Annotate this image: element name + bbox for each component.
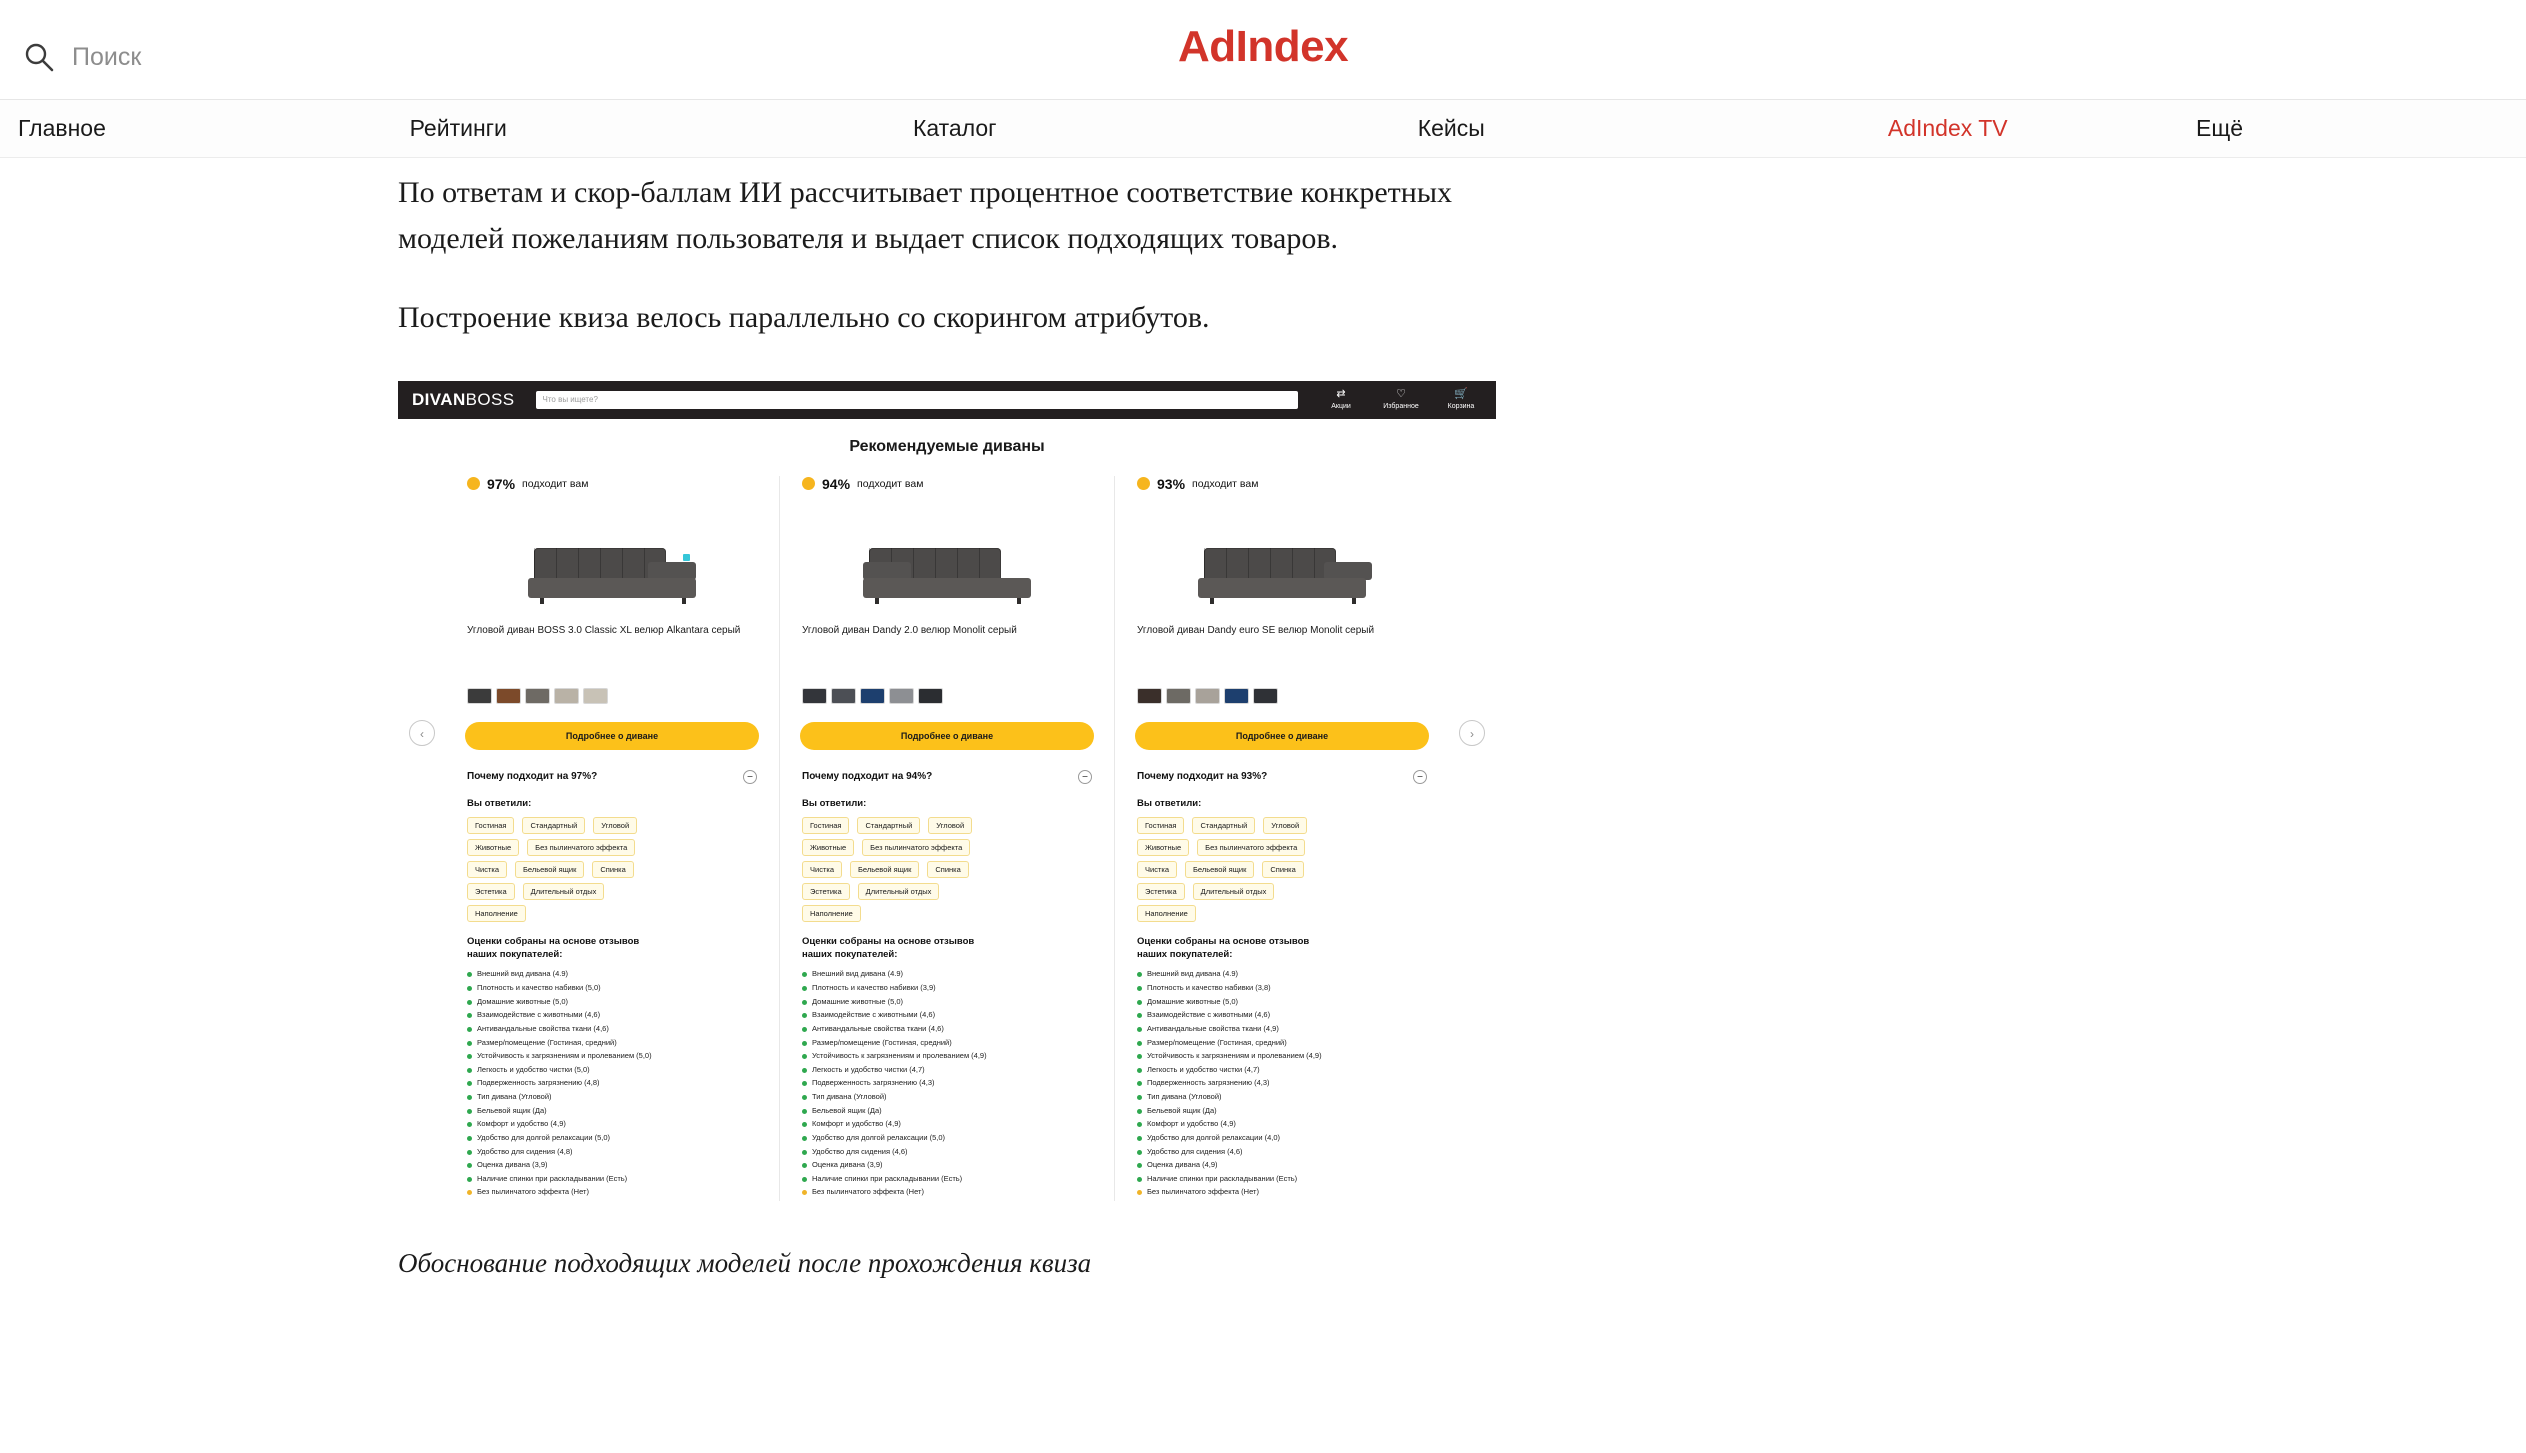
rating-item: [1137, 1051, 1435, 1061]
answer-chip: Длительный отдых: [1193, 883, 1275, 900]
rating-item: [467, 1024, 765, 1034]
answer-chip: Гостиная: [1137, 817, 1184, 834]
rating-text: Устойчивость к загрязнениям и пролеванием (5,0): [477, 1051, 652, 1061]
rating-item: [1137, 1133, 1435, 1143]
rating-dot-icon: [802, 1013, 807, 1018]
rating-text: Размер/помещение (Гостиная, средний): [477, 1037, 617, 1047]
rating-text: Размер/помещение (Гостиная, средний): [1147, 1037, 1287, 1047]
answer-chip: Спинка: [1262, 861, 1303, 878]
rating-item: [1137, 983, 1435, 993]
rating-dot-icon: [802, 1190, 807, 1195]
rating-item: [802, 1038, 1100, 1048]
rating-item: [1137, 969, 1435, 979]
rating-text: Внешний вид дивана (4.9): [477, 969, 569, 979]
rating-dot-icon: [802, 1081, 807, 1086]
rating-text: Удобство для сидения (4,6): [1147, 1146, 1243, 1156]
rating-text: Подверженность загрязнению (4,3): [1147, 1078, 1270, 1088]
rating-text: Наличие спинки при раскладывании (Есть): [1147, 1173, 1298, 1183]
rating-dot-icon: [1137, 972, 1142, 977]
product-details-button[interactable]: Подробнее о диване: [465, 722, 759, 750]
answer-chip: Длительный отдых: [858, 883, 940, 900]
rating-dot-icon: [467, 1095, 472, 1100]
rating-item: [802, 1174, 1100, 1184]
rating-dot-icon: [802, 1000, 807, 1005]
why-match-label: Почему подходит на 93%?: [1137, 771, 1268, 783]
rating-text: Взаимодействие с животными (4,6): [1147, 1010, 1271, 1020]
rating-dot-icon: [1137, 1054, 1142, 1059]
rating-text: Легкость и удобство чистки (4,7): [812, 1064, 925, 1074]
rating-item: [802, 1092, 1100, 1102]
match-label: подходит вам: [857, 477, 924, 490]
rating-item: [802, 1187, 1100, 1197]
rating-dot-icon: [802, 1027, 807, 1032]
product-image[interactable]: [459, 518, 765, 610]
rating-item: [467, 1147, 765, 1157]
rating-dot-icon: [467, 1000, 472, 1005]
rating-item: [1137, 1078, 1435, 1088]
color-swatch[interactable]: [802, 688, 827, 704]
rating-item: [1137, 1038, 1435, 1048]
rating-dot-icon: [802, 972, 807, 977]
rating-item: [1137, 1119, 1435, 1129]
answer-chip: Эстетика: [467, 883, 515, 900]
color-swatch[interactable]: [860, 688, 885, 704]
rating-dot-icon: [1137, 1041, 1142, 1046]
answer-chip: Эстетика: [1137, 883, 1185, 900]
rating-text: Домашние животные (5,0): [812, 996, 904, 1006]
rating-text: Без пылинчатого эффекта (Нет): [477, 1187, 589, 1197]
carousel-prev-button[interactable]: ‹: [409, 720, 435, 746]
rating-text: Антивандальные свойства ткани (4,9): [1147, 1023, 1279, 1033]
rating-item: [802, 997, 1100, 1007]
match-badge: [794, 476, 1100, 492]
rating-item: [802, 969, 1100, 979]
product-card[interactable]: [445, 476, 779, 1201]
rating-text: Комфорт и удобство (4,9): [812, 1119, 901, 1129]
match-percent: 97%: [487, 475, 516, 492]
answer-chip: Без пылинчатого эффекта: [527, 839, 635, 856]
product-card-list: [399, 476, 1495, 1201]
rating-item: [467, 1051, 765, 1061]
cart-glyph: 🛒: [1454, 388, 1468, 401]
color-swatches: [802, 688, 1100, 704]
rating-dot-icon: [1137, 1150, 1142, 1155]
rating-text: Бельевой ящик (Да): [477, 1105, 547, 1115]
rating-text: Внешний вид дивана (4.9): [812, 969, 904, 979]
sofa-legs: [538, 598, 688, 604]
match-percent: 94%: [822, 475, 851, 492]
answer-chip-list: [1129, 817, 1317, 922]
search-icon[interactable]: [22, 40, 56, 74]
sofa-tag-icon: [683, 554, 690, 561]
color-swatch[interactable]: [1137, 688, 1162, 704]
color-swatch[interactable]: [889, 688, 914, 704]
answer-chip: Стандартный: [857, 817, 920, 834]
rating-dot-icon: [1137, 986, 1142, 991]
favorites-label: Избранное: [1383, 402, 1419, 410]
rating-dot-icon: [1137, 1109, 1142, 1114]
rating-dot-icon: [467, 1109, 472, 1114]
site-logo[interactable]: AdIndex: [1177, 22, 1349, 71]
rating-text: Антивандальные свойства ткани (4,6): [812, 1023, 944, 1033]
answer-chip: Стандартный: [522, 817, 585, 834]
sofa-illustration: [863, 548, 1031, 610]
ratings-list: [1129, 969, 1435, 1197]
answer-chip: Животные: [467, 839, 519, 856]
answer-chip: Бельевой ящик: [515, 861, 584, 878]
rating-dot-icon: [1137, 1163, 1142, 1168]
rating-dot-icon: [1137, 1027, 1142, 1032]
answer-chip: Наполнение: [1137, 905, 1196, 922]
answers-label: Вы ответили:: [1137, 797, 1202, 809]
nav-item-glavnoe[interactable]: Главное: [18, 115, 106, 141]
rating-text: Устойчивость к загрязнениям и пролеванием (4,9): [812, 1051, 987, 1061]
rating-dot-icon: [1137, 1190, 1142, 1195]
rating-text: Наличие спинки при раскладывании (Есть): [477, 1173, 628, 1183]
rating-item: [802, 983, 1100, 993]
answer-chip: Наполнение: [802, 905, 861, 922]
collapse-icon[interactable]: –: [1413, 770, 1427, 784]
rating-dot-icon: [467, 986, 472, 991]
match-dot-icon: [802, 477, 815, 490]
answer-chip: Бельевой ящик: [850, 861, 919, 878]
rating-dot-icon: [802, 1177, 807, 1182]
rating-item: [1137, 1106, 1435, 1116]
rating-dot-icon: [802, 1136, 807, 1141]
rating-text: Домашние животные (5,0): [477, 996, 569, 1006]
rating-dot-icon: [802, 1054, 807, 1059]
sofa-back: [534, 548, 666, 582]
rating-text: Тип дивана (Угловой): [477, 1092, 552, 1102]
embedded-screenshot: [398, 381, 1496, 1279]
heart-glyph: ♡: [1396, 388, 1406, 401]
compare-glyph: ⇄: [1336, 388, 1346, 401]
rating-dot-icon: [467, 1013, 472, 1018]
color-swatches: [467, 688, 765, 704]
rating-dot-icon: [802, 1095, 807, 1100]
nav-item-reitingi[interactable]: Рейтинги: [409, 115, 507, 141]
collapse-icon[interactable]: –: [743, 770, 757, 784]
rating-item: [802, 1106, 1100, 1116]
rating-item: [467, 1078, 765, 1088]
answer-chip: Гостиная: [467, 817, 514, 834]
article-paragraph-1: По ответам и скор-баллам ИИ рассчитывает процентное соответствие конкретных моделей пожеланиям пользователя и выдает список подходящих товаров.: [398, 176, 1452, 255]
color-swatch[interactable]: [525, 688, 550, 704]
article-body: [0, 158, 2526, 1279]
color-swatches: [1137, 688, 1435, 704]
rating-dot-icon: [802, 1041, 807, 1046]
product-image[interactable]: [794, 518, 1100, 610]
rating-text: Тип дивана (Угловой): [1147, 1092, 1222, 1102]
nav-item-katalog[interactable]: Каталог: [912, 115, 997, 141]
rating-text: Плотность и качество набивки (5,0): [477, 983, 601, 993]
sofa-seat: [528, 578, 696, 598]
rating-text: Удобство для сидения (4,8): [477, 1146, 573, 1156]
sofa-legs: [1208, 598, 1358, 604]
rating-text: Плотность и качество набивки (3,8): [1147, 983, 1271, 993]
answer-chip: Бельевой ящик: [1185, 861, 1254, 878]
ratings-title: Оценки собраны на основе отзывов наших покупателей:: [802, 935, 975, 960]
answer-chip: Чистка: [802, 861, 842, 878]
why-match-row[interactable]: [794, 770, 1100, 784]
rating-item: [802, 1051, 1100, 1061]
rating-dot-icon: [467, 1163, 472, 1168]
answer-chip: Стандартный: [1192, 817, 1255, 834]
answer-chip: Чистка: [467, 861, 507, 878]
product-card[interactable]: [779, 476, 1114, 1201]
rating-item: [802, 1024, 1100, 1034]
rating-text: Удобство для сидения (4,6): [812, 1146, 908, 1156]
answer-chip: Животные: [1137, 839, 1189, 856]
divanboss-topbar-icons: [1320, 388, 1482, 412]
rating-text: Устойчивость к загрязнениям и пролеванием (4,9): [1147, 1051, 1322, 1061]
why-match-label: Почему подходит на 94%?: [802, 771, 933, 783]
answer-chip: Гостиная: [802, 817, 849, 834]
rating-dot-icon: [802, 1109, 807, 1114]
rating-text: Подверженность загрязнению (4,3): [812, 1078, 935, 1088]
rating-dot-icon: [467, 1122, 472, 1127]
rating-text: Плотность и качество набивки (3,9): [812, 983, 936, 993]
answer-chip: Угловой: [1263, 817, 1307, 834]
match-badge: [1129, 476, 1435, 492]
ratings-list: [459, 969, 765, 1197]
answer-chip: Спинка: [927, 861, 968, 878]
figure-caption: Обоснование подходящих моделей после прохождения квиза: [398, 1248, 1092, 1279]
rating-dot-icon: [467, 1027, 472, 1032]
answer-chip: Животные: [802, 839, 854, 856]
rating-text: Тип дивана (Угловой): [812, 1092, 887, 1102]
rating-text: Размер/помещение (Гостиная, средний): [812, 1037, 952, 1047]
answer-chip: Чистка: [1137, 861, 1177, 878]
answer-chip: Спинка: [592, 861, 633, 878]
rating-dot-icon: [467, 972, 472, 977]
rating-dot-icon: [802, 986, 807, 991]
answers-label: Вы ответили:: [802, 797, 867, 809]
rating-item: [802, 1133, 1100, 1143]
rating-dot-icon: [1137, 1068, 1142, 1073]
why-match-row[interactable]: [459, 770, 765, 784]
ratings-list: [794, 969, 1100, 1197]
rating-item: [467, 1106, 765, 1116]
rating-item: [467, 1038, 765, 1048]
rating-text: Бельевой ящик (Да): [812, 1105, 882, 1115]
answer-chip: Без пылинчатого эффекта: [862, 839, 970, 856]
rating-dot-icon: [1137, 1177, 1142, 1182]
why-match-row[interactable]: [1129, 770, 1435, 784]
rating-item: [467, 1010, 765, 1020]
rating-dot-icon: [467, 1054, 472, 1059]
answer-chip: Угловой: [928, 817, 972, 834]
sofa-illustration: [1198, 548, 1366, 610]
rating-item: [467, 969, 765, 979]
rating-text: Удобство для долгой релаксации (5,0): [812, 1132, 946, 1142]
rating-text: Без пылинчатого эффекта (Нет): [1147, 1187, 1259, 1197]
product-name[interactable]: Угловой диван Dandy 2.0 велюр Monolit серый: [802, 624, 1017, 636]
rating-item: [1137, 1092, 1435, 1102]
cart-icon[interactable]: [1440, 388, 1482, 412]
search-input[interactable]: [70, 42, 330, 73]
rating-text: Легкость и удобство чистки (5,0): [477, 1064, 590, 1074]
product-name[interactable]: Угловой диван BOSS 3.0 Classic XL велюр Alkantara серый: [467, 624, 741, 636]
article-paragraph-2: Построение квиза велось параллельно со скорингом атрибутов.: [398, 301, 1210, 335]
match-label: подходит вам: [522, 477, 589, 490]
rating-text: Удобство для долгой релаксации (4,0): [1147, 1132, 1281, 1142]
ratings-title: Оценки собраны на основе отзывов наших покупателей:: [1137, 935, 1310, 960]
rating-text: Комфорт и удобство (4,9): [1147, 1119, 1236, 1129]
product-details-button[interactable]: Подробнее о диване: [1135, 722, 1429, 750]
rating-text: Внешний вид дивана (4.9): [1147, 969, 1239, 979]
rating-dot-icon: [1137, 1000, 1142, 1005]
answer-chip: Угловой: [593, 817, 637, 834]
rating-item: [802, 1010, 1100, 1020]
color-swatch[interactable]: [831, 688, 856, 704]
rating-dot-icon: [467, 1041, 472, 1046]
nav-item-keysy[interactable]: Кейсы: [1417, 115, 1485, 141]
sofa-illustration: [528, 548, 696, 610]
rating-text: Оценка дивана (4,9): [1147, 1160, 1218, 1170]
rating-text: Антивандальные свойства ткани (4,6): [477, 1023, 609, 1033]
divanboss-search-input[interactable]: Что вы ищете?: [536, 391, 1298, 409]
rating-item: [467, 997, 765, 1007]
rating-text: Бельевой ящик (Да): [1147, 1105, 1217, 1115]
answer-chip-list: [794, 817, 982, 922]
product-name[interactable]: Угловой диван Dandy euro SE велюр Monolit серый: [1137, 624, 1375, 636]
rating-item: [1137, 1010, 1435, 1020]
answer-chip: Эстетика: [802, 883, 850, 900]
color-swatch[interactable]: [918, 688, 943, 704]
match-dot-icon: [467, 477, 480, 490]
answer-chip: Наполнение: [467, 905, 526, 922]
rating-item: [467, 983, 765, 993]
rating-item: [802, 1065, 1100, 1075]
match-percent: 93%: [1157, 475, 1186, 492]
rating-dot-icon: [467, 1136, 472, 1141]
rating-text: Домашние животные (5,0): [1147, 996, 1239, 1006]
rating-dot-icon: [802, 1163, 807, 1168]
rating-dot-icon: [1137, 1136, 1142, 1141]
rating-item: [802, 1160, 1100, 1170]
rating-text: Оценка дивана (3,9): [812, 1160, 883, 1170]
rating-text: Взаимодействие с животными (4,6): [477, 1010, 601, 1020]
rating-item: [1137, 1160, 1435, 1170]
rating-text: Комфорт и удобство (4,9): [477, 1119, 566, 1129]
rating-item: [467, 1160, 765, 1170]
rating-item: [1137, 1024, 1435, 1034]
answer-chip-list: [459, 817, 647, 922]
recommendations-title: Рекомендуемые диваны: [849, 437, 1045, 455]
nav-item-adindex-tv[interactable]: AdIndex TV: [1887, 115, 2008, 141]
rating-item: [1137, 1174, 1435, 1184]
rating-text: Удобство для долгой релаксации (5,0): [477, 1132, 611, 1142]
divanboss-logo-bold: DIVAN: [412, 389, 466, 409]
favorites-icon[interactable]: [1380, 388, 1422, 412]
rating-item: [802, 1119, 1100, 1129]
rating-item: [467, 1065, 765, 1075]
cart-label: Корзина: [1447, 402, 1475, 410]
sofa-seat: [1198, 578, 1366, 598]
rating-dot-icon: [802, 1122, 807, 1127]
color-swatch[interactable]: [554, 688, 579, 704]
compare-label: Акции: [1331, 402, 1351, 410]
divanboss-topbar: [398, 381, 1496, 419]
answers-label: Вы ответили:: [467, 797, 532, 809]
color-swatch[interactable]: [1253, 688, 1278, 704]
rating-item: [467, 1119, 765, 1129]
rating-item: [1137, 1147, 1435, 1157]
sofa-back: [1204, 548, 1336, 582]
rating-dot-icon: [1137, 1081, 1142, 1086]
rating-item: [467, 1174, 765, 1184]
compare-icon[interactable]: [1320, 388, 1362, 412]
rating-dot-icon: [802, 1068, 807, 1073]
rating-item: [467, 1187, 765, 1197]
rating-dot-icon: [1137, 1095, 1142, 1100]
color-swatch[interactable]: [1224, 688, 1249, 704]
rating-text: Без пылинчатого эффекта (Нет): [812, 1187, 924, 1197]
rating-text: Оценка дивана (3,9): [477, 1160, 548, 1170]
match-label: подходит вам: [1192, 477, 1259, 490]
color-swatch[interactable]: [496, 688, 521, 704]
rating-text: Подверженность загрязнению (4,8): [477, 1078, 600, 1088]
site-header: [0, 0, 2526, 100]
ratings-title: Оценки собраны на основе отзывов наших покупателей:: [467, 935, 640, 960]
sofa-seat: [863, 578, 1031, 598]
product-card[interactable]: [1114, 476, 1449, 1201]
color-swatch[interactable]: [1195, 688, 1220, 704]
rating-dot-icon: [467, 1150, 472, 1155]
rating-text: Взаимодействие с животными (4,6): [812, 1010, 936, 1020]
rating-dot-icon: [467, 1081, 472, 1086]
recommendations-panel: [398, 419, 1496, 1218]
color-swatch[interactable]: [1166, 688, 1191, 704]
rating-dot-icon: [802, 1150, 807, 1155]
rating-item: [1137, 1065, 1435, 1075]
rating-item: [1137, 1187, 1435, 1197]
divanboss-logo-thin: BOSS: [465, 389, 515, 409]
rating-dot-icon: [1137, 1013, 1142, 1018]
match-badge: [459, 476, 765, 492]
color-swatch[interactable]: [583, 688, 608, 704]
search-area[interactable]: [22, 40, 330, 74]
collapse-icon[interactable]: –: [1078, 770, 1092, 784]
rating-item: [467, 1133, 765, 1143]
sofa-legs: [873, 598, 1023, 604]
rating-item: [802, 1147, 1100, 1157]
answer-chip: Без пылинчатого эффекта: [1197, 839, 1305, 856]
divanboss-logo: [412, 390, 514, 410]
rating-dot-icon: [467, 1068, 472, 1073]
nav-item-eshe[interactable]: Ещё: [2196, 115, 2244, 141]
rating-item: [802, 1078, 1100, 1088]
rating-text: Наличие спинки при раскладывании (Есть): [812, 1173, 963, 1183]
why-match-label: Почему подходит на 97%?: [467, 771, 598, 783]
product-details-button[interactable]: Подробнее о диване: [800, 722, 1094, 750]
answer-chip: Длительный отдых: [523, 883, 605, 900]
product-image[interactable]: [1129, 518, 1435, 610]
match-dot-icon: [1137, 477, 1150, 490]
rating-item: [1137, 997, 1435, 1007]
rating-item: [467, 1092, 765, 1102]
rating-text: Легкость и удобство чистки (4,7): [1147, 1064, 1260, 1074]
rating-dot-icon: [467, 1190, 472, 1195]
carousel-next-button[interactable]: ›: [1459, 720, 1485, 746]
main-nav: [0, 100, 2526, 158]
rating-dot-icon: [467, 1177, 472, 1182]
rating-dot-icon: [1137, 1122, 1142, 1127]
color-swatch[interactable]: [467, 688, 492, 704]
